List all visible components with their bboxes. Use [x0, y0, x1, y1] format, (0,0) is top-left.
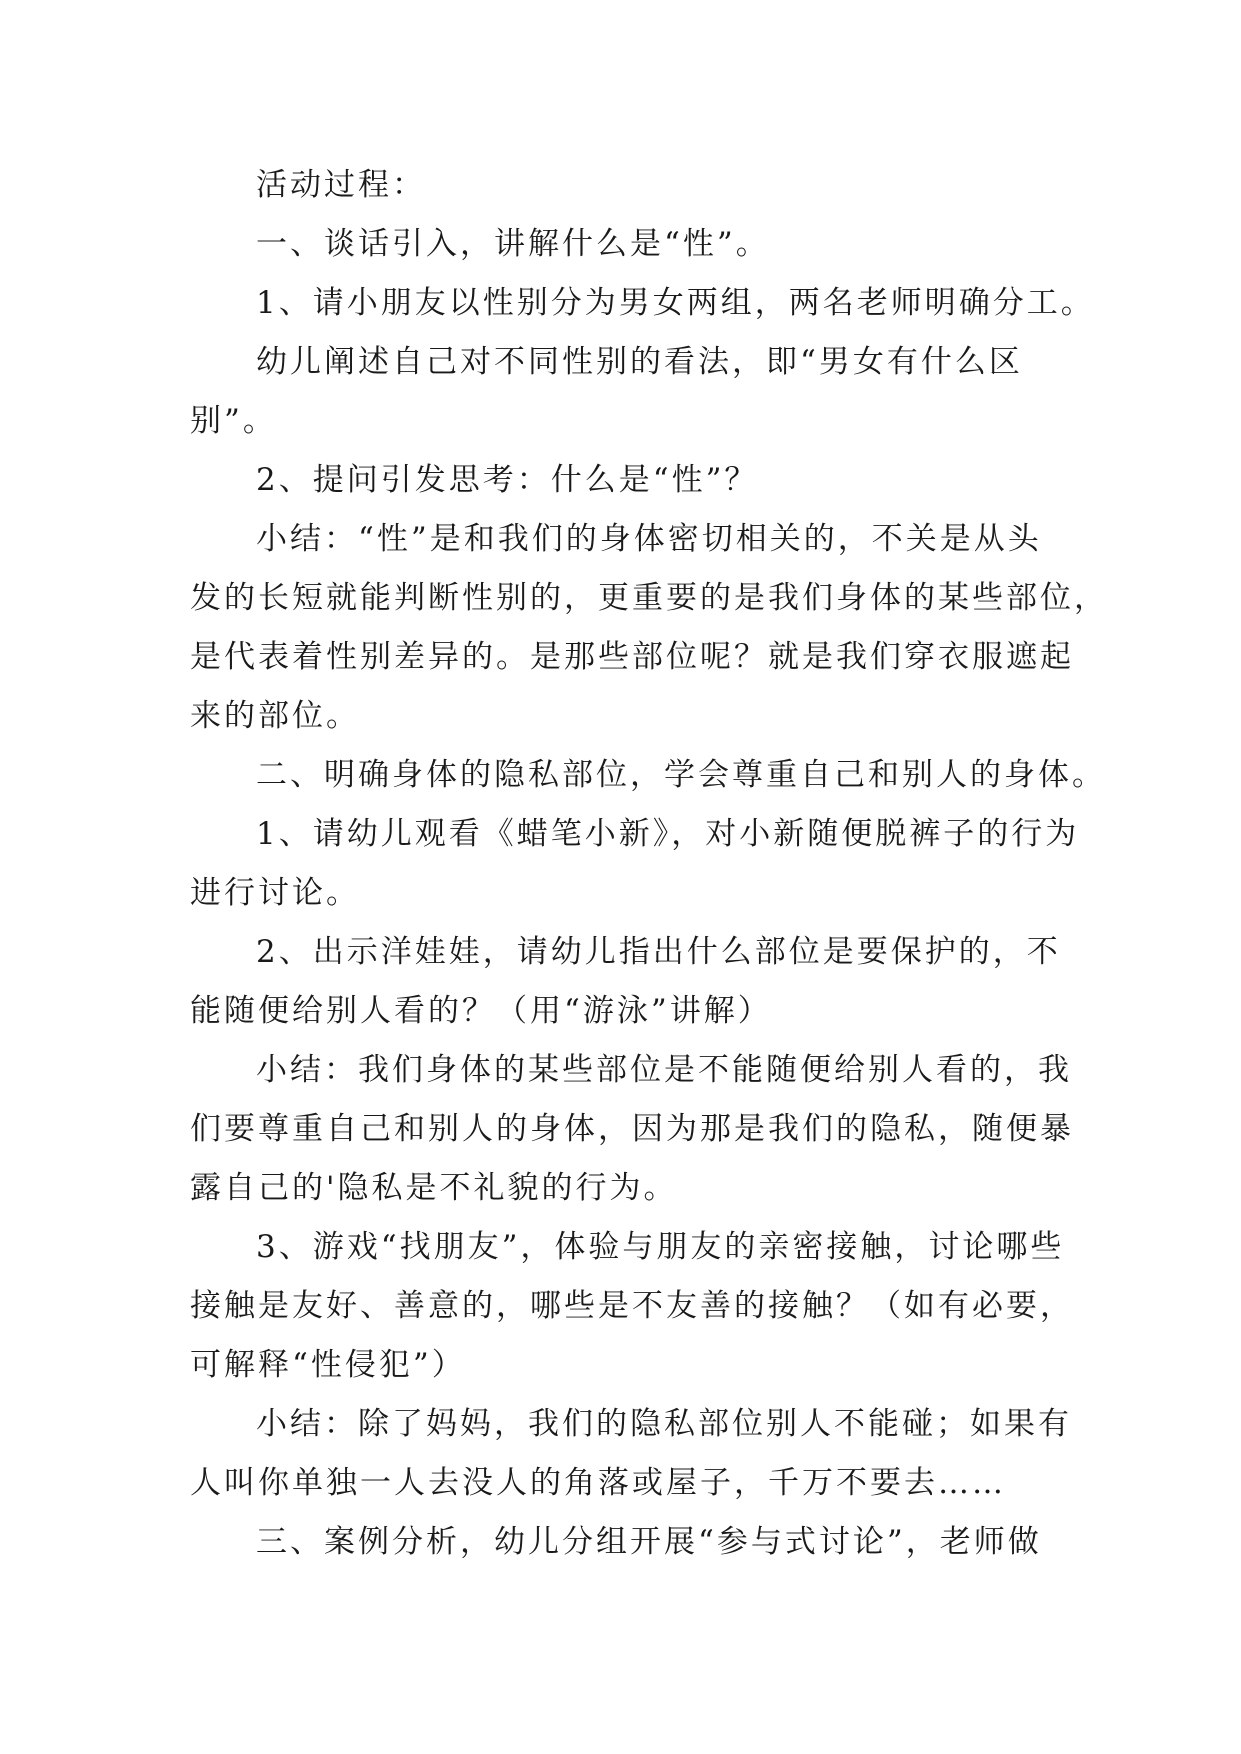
text-line: 可解释“性侵犯”） — [190, 1347, 466, 1383]
text-line: 1、请幼儿观看《蜡笔小新》，对小新随便脱裤子的行为 — [256, 816, 1080, 852]
text-line: 别”。 — [190, 403, 277, 439]
text-line: 小结：“性”是和我们的身体密切相关的，不关是从头 — [256, 521, 1042, 557]
text-line: 活动过程： — [256, 167, 426, 203]
text-line: 二、明确身体的隐私部位，学会尊重自己和别人的身体。 — [256, 757, 1106, 793]
text-line: 2、提问引发思考：什么是“性”？ — [256, 462, 759, 498]
text-line: 来的部位。 — [190, 698, 360, 734]
text-line: 们要尊重自己和别人的身体，因为那是我们的隐私，随便暴 — [190, 1111, 1074, 1147]
text-line: 人叫你单独一人去没人的角落或屋子，千万不要去…… — [190, 1465, 1006, 1501]
text-line: 2、出示洋娃娃，请幼儿指出什么部位是要保护的，不 — [256, 934, 1061, 970]
text-line: 是代表着性别差异的。是那些部位呢？就是我们穿衣服遮起 — [190, 639, 1074, 675]
text-line: 发的长短就能判断性别的，更重要的是我们身体的某些部位， — [190, 580, 1108, 616]
text-line: 小结：我们身体的某些部位是不能随便给别人看的，我 — [256, 1052, 1072, 1088]
text-line: 一、谈话引入，讲解什么是“性”。 — [256, 226, 770, 262]
text-line: 小结：除了妈妈，我们的隐私部位别人不能碰；如果有 — [256, 1406, 1072, 1442]
text-line: 能随便给别人看的？（用“游泳”讲解） — [190, 993, 772, 1029]
text-line: 1、请小朋友以性别分为男女两组，两名老师明确分工。 — [256, 285, 1095, 321]
text-line: 进行讨论。 — [190, 875, 360, 911]
text-line: 接触是友好、善意的，哪些是不友善的接触？（如有必要， — [190, 1288, 1074, 1324]
text-line: 三、案例分析，幼儿分组开展“参与式讨论”，老师做 — [256, 1524, 1042, 1560]
text-line: 露自己的'隐私是不礼貌的行为。 — [190, 1170, 678, 1206]
text-line: 幼儿阐述自己对不同性别的看法，即“男女有什么区 — [256, 344, 1023, 380]
text-line: 3、游戏“找朋友”，体验与朋友的亲密接触，讨论哪些 — [256, 1229, 1065, 1265]
